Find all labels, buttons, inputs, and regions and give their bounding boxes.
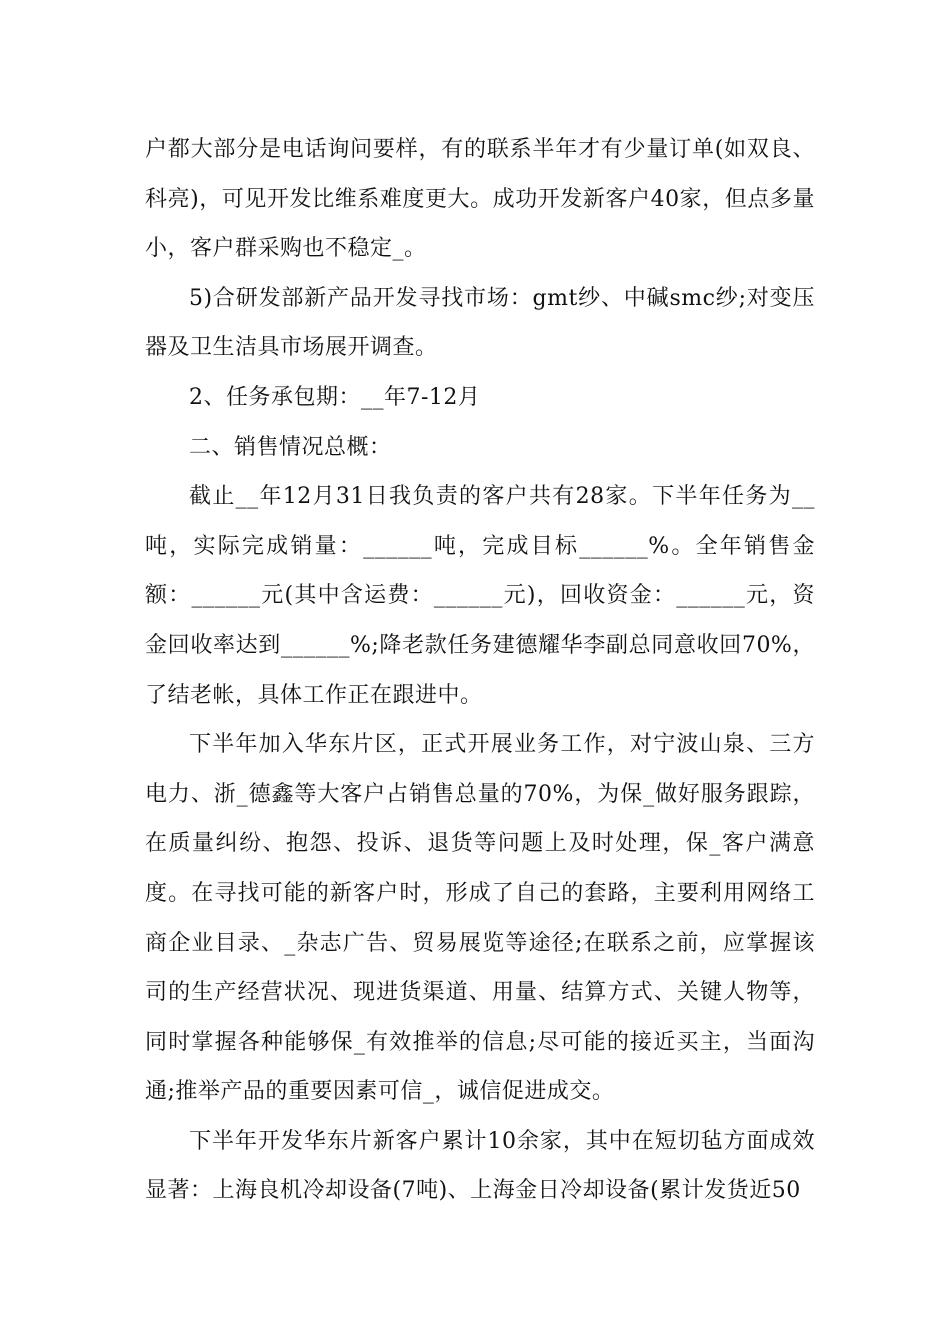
section-heading: 二、销售情况总概： — [189, 434, 392, 460]
paragraph: 下半年开发华东片新客户累计10余家，其中在短切毡方面成效显著：上海良机冷却设备(7吨)、上海金日冷却设备(累计发货近50 — [145, 1128, 815, 1204]
document-body — [145, 125, 815, 1216]
paragraph: 截止__年12月31日我负责的客户共有28家。下半年任务为__吨，实际完成销量：______吨，完成目标______%。全年销售金额：______元(其中含运费：______元)，回收资金：______元，资金回收率达到______%;降老款任务建德耀华李副总同意收回70%，了结老帐，具体工作正在跟进中。 — [145, 484, 815, 708]
paragraph: 户都大部分是电话询问要样，有的联系半年才有少量订单(如双良、科亮)，可见开发比维系难度更大。成功开发新客户40家，但点多量小，客户群采购也不稳定_。 — [145, 137, 815, 262]
paragraph: 下半年加入华东片区，正式开展业务工作，对宁波山泉、三方电力、浙_德鑫等大客户占销售总量的70%，为保_做好服务跟踪，在质量纠纷、抱怨、投诉、退货等问题上及时处理，保_客户满意度。在寻找可能的新客户时，形成了自己的套路，主要利用网络工商企业目录、_杂志广告、贸易展览等途径;在联系之前，应掌握该司的生产经营状况、现进货渠道、用量、结算方式、关键人物等，同时掌握各种能够保_有效推举的信息;尽可能的接近买主，当面沟通;推举产品的重要因素可信_，诚信促进成交。 — [145, 732, 815, 1105]
paragraph: 2、任务承包期：__年7-12月 — [189, 384, 481, 410]
paragraph: 5)合研发部新产品开发寻找市场：gmt纱、中碱smc纱;对变压器及卫生洁具市场展开调查。 — [145, 285, 815, 361]
